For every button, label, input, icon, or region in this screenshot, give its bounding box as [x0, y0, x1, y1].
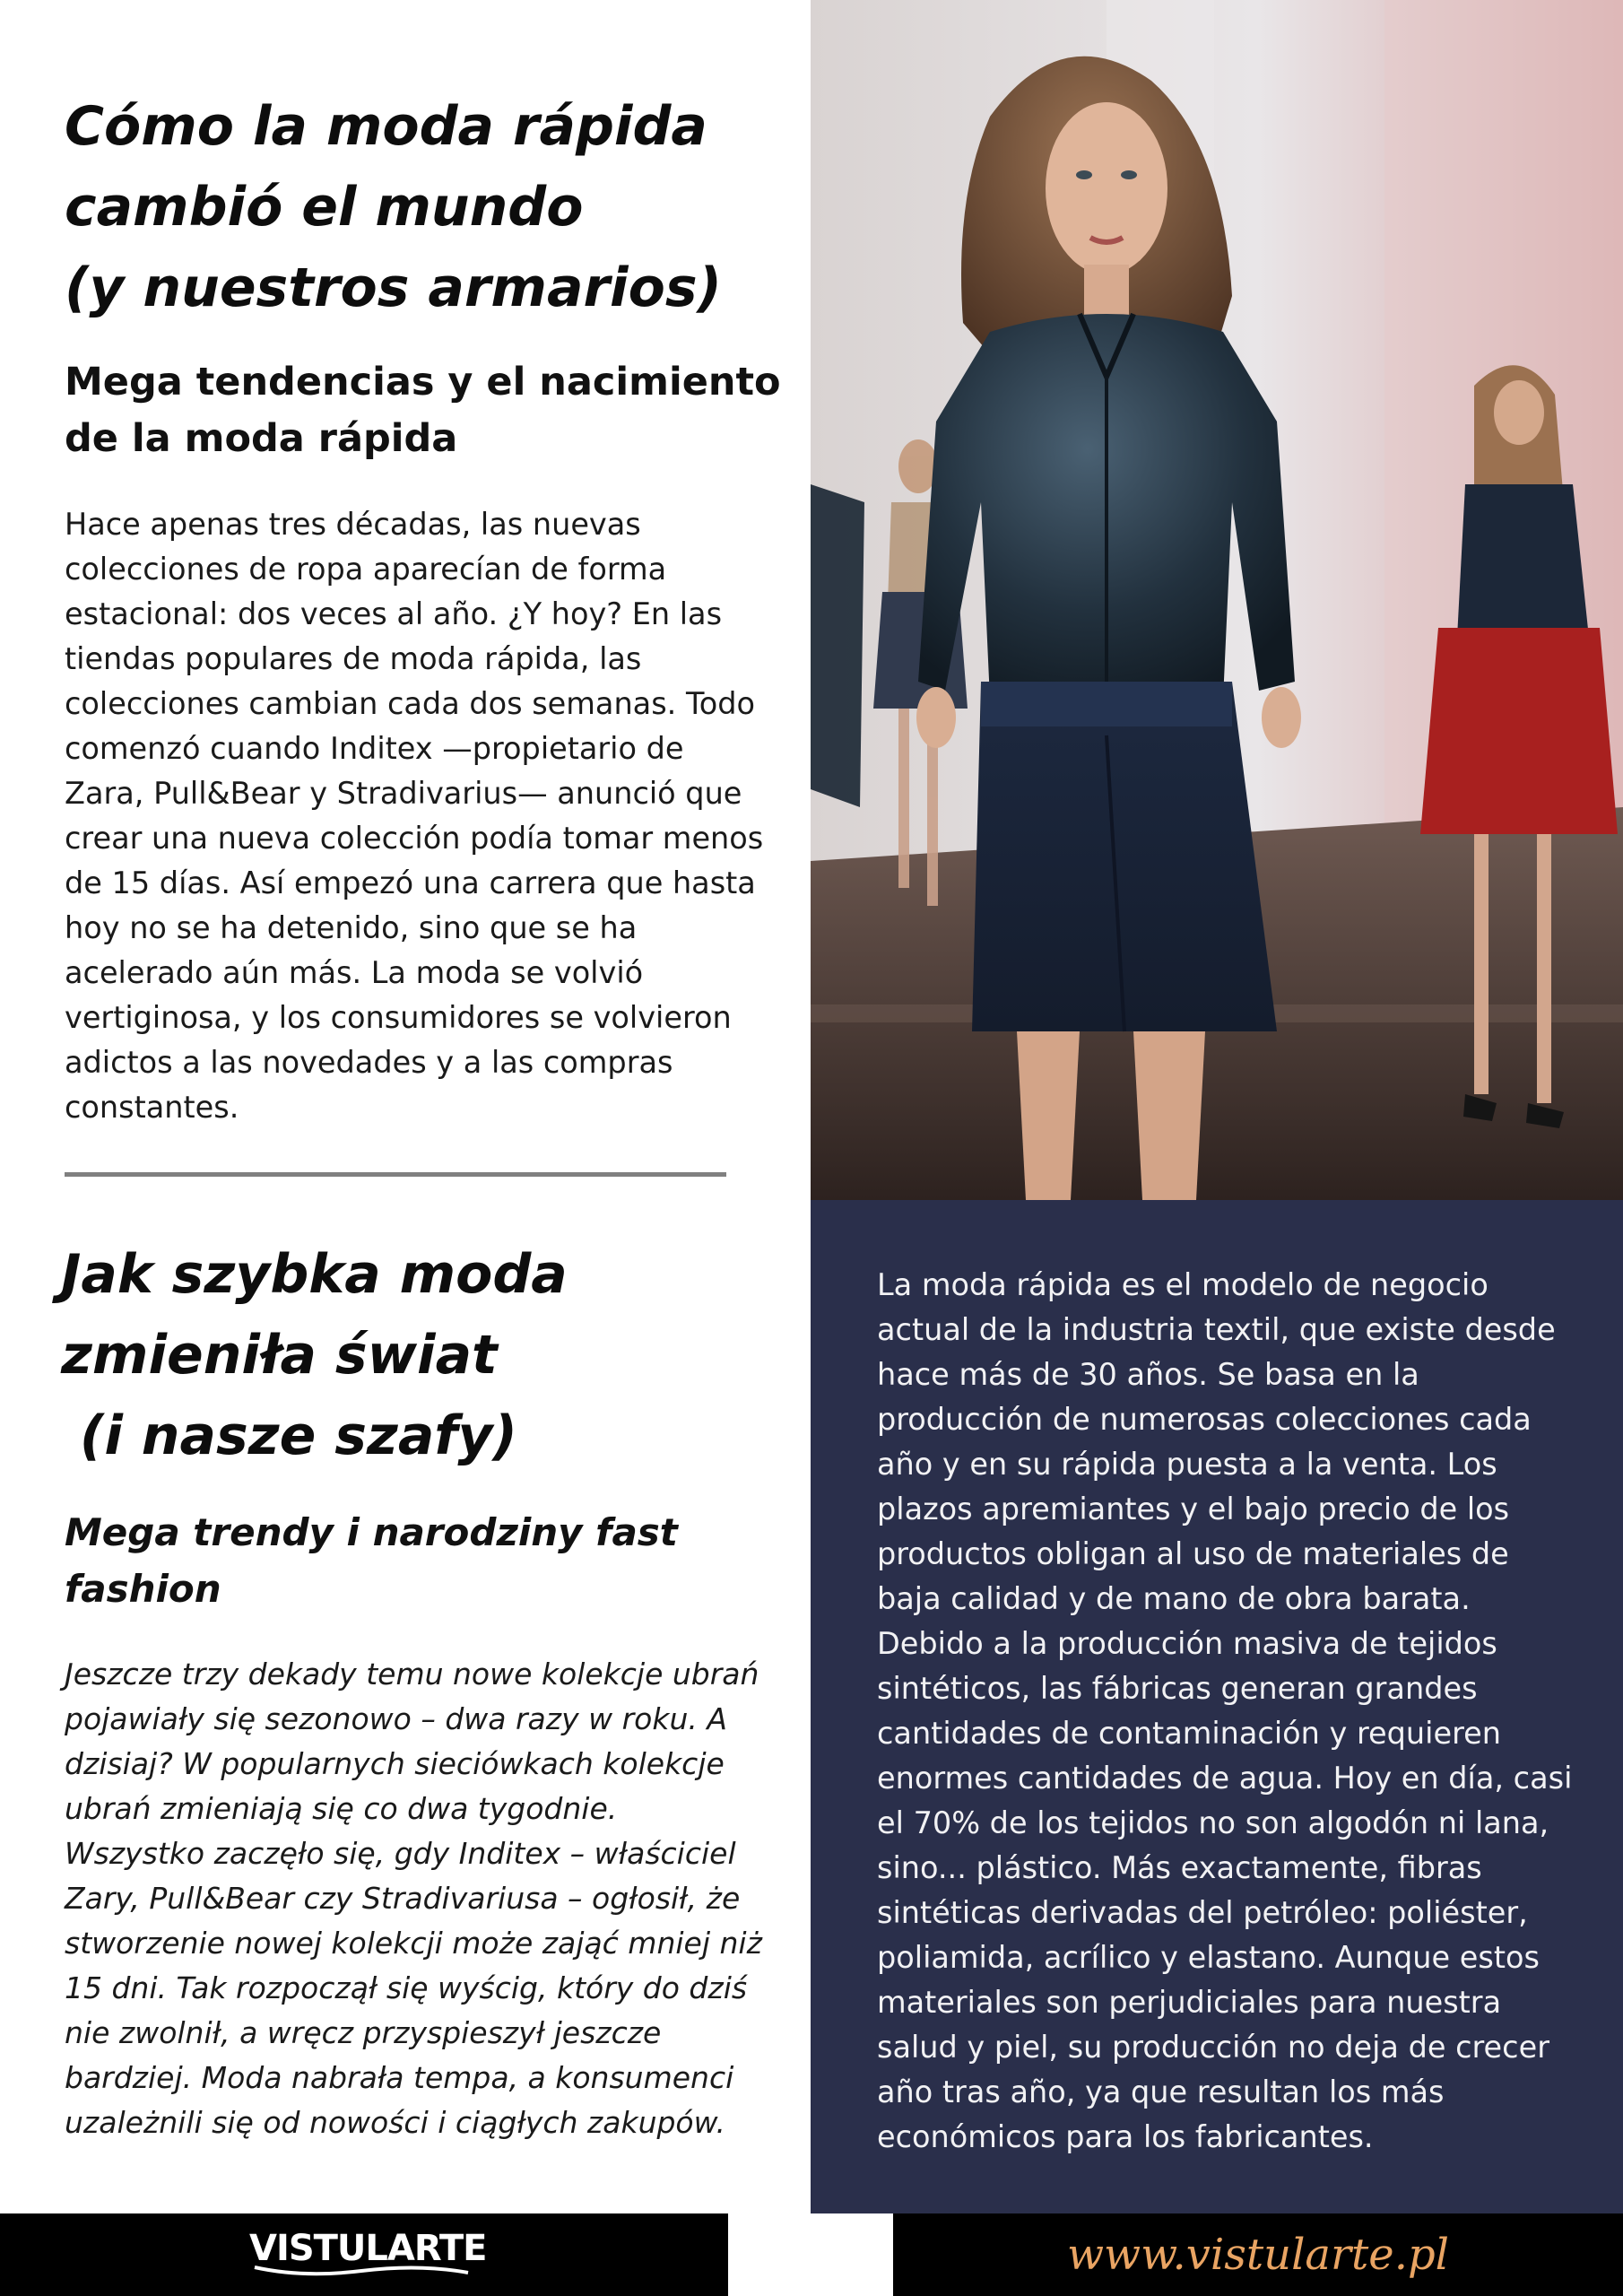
logo-text: VISTULARTE: [249, 2228, 487, 2269]
polish-subtitle: Mega trendy i narodziny fast fashion: [65, 1510, 678, 1611]
polish-title: Jak szybka moda zmieniła świat (i nasze szafy): [61, 1243, 568, 1467]
fashion-runway-photo: [811, 0, 1623, 1200]
vistularte-logo[interactable]: [249, 2228, 487, 2282]
right-column: [811, 0, 1623, 2213]
spanish-title: Cómo la moda rápida cambió el mundo (y nuestros armarios): [65, 95, 722, 319]
footer-website-bar: [893, 2213, 1623, 2296]
website-link[interactable]: www.vistularte.pl: [1066, 2230, 1450, 2280]
footer: [0, 2213, 1623, 2296]
panel-body-text: La moda rápida es el modelo de negocio actual de la industria textil, que existe desde hace más de 30 años. Se basa en la producción de numerosas colecciones cada año y en su rápida puesta a la venta. Los plazos apremiantes y el bajo precio de los productos obligan al uso de materiales de baja calidad y de mano de obra barata. Debido a la producción masiva de tejidos sintéticos, las fábricas generan grandes cantidades de contaminación y requieren enormes cantidades de agua. Hoy en día, casi el 70% de los tejidos no son algodón ni lana, sino... plástico. Más exactamente, fibras sintéticas derivadas del petróleo: poliéster, poliamida, acrílico y elastano. Aunque estos materiales son perjudiciales para nuestra salud y piel, su producción no deja de crecer año tras año, ya que resultan los más económicos para los fabricantes.: [877, 1267, 1573, 2154]
section-divider: [65, 1172, 726, 1177]
info-panel: [811, 1200, 1623, 2213]
footer-logo-bar: [0, 2213, 728, 2296]
left-column: [0, 0, 811, 2213]
logo-wave-icon: [249, 2264, 473, 2278]
spanish-body-text: Hace apenas tres décadas, las nuevas colecciones de ropa aparecían de forma estacional: dos veces al año. ¿Y hoy? En las tiendas populares de moda rápida, las colecciones cambian cada dos semanas. Todo comenzó cuando Inditex —propietario de Zara, Pull&Bear y Stradivarius— anunció que crear una nueva colección podía tomar menos de 15 días. Así empezó una carrera que hasta hoy no se ha detenido, sino que se ha acelerado aún más. La moda se volvió vertiginosa, y los consumidores se volvieron adictos a las novedades y a las compras constantes.: [65, 507, 764, 1125]
polish-body-text: Jeszcze trzy dekady temu nowe kolekcje ubrań pojawiały się sezonowo – dwa razy w roku. A dzisiaj? W popularnych sieciówkach kolekcje ubrań zmieniają się co dwa tygodnie. Wszystko zaczęło się, gdy Inditex – właściciel Zary, Pull&Bear czy Stradivariusa – ogłosił, że stworzenie nowej kolekcji może zająć mniej niż 15 dni. Tak rozpoczął się wyścig, który do dziś nie zwolnił, a wręcz przyspieszył jeszcze bardziej. Moda nabrała tempa, a konsumenci uzależnili się od nowości i ciągłych zakupów.: [65, 1657, 762, 2140]
spanish-subtitle: Mega tendencias y el nacimiento de la moda rápida: [65, 360, 781, 461]
